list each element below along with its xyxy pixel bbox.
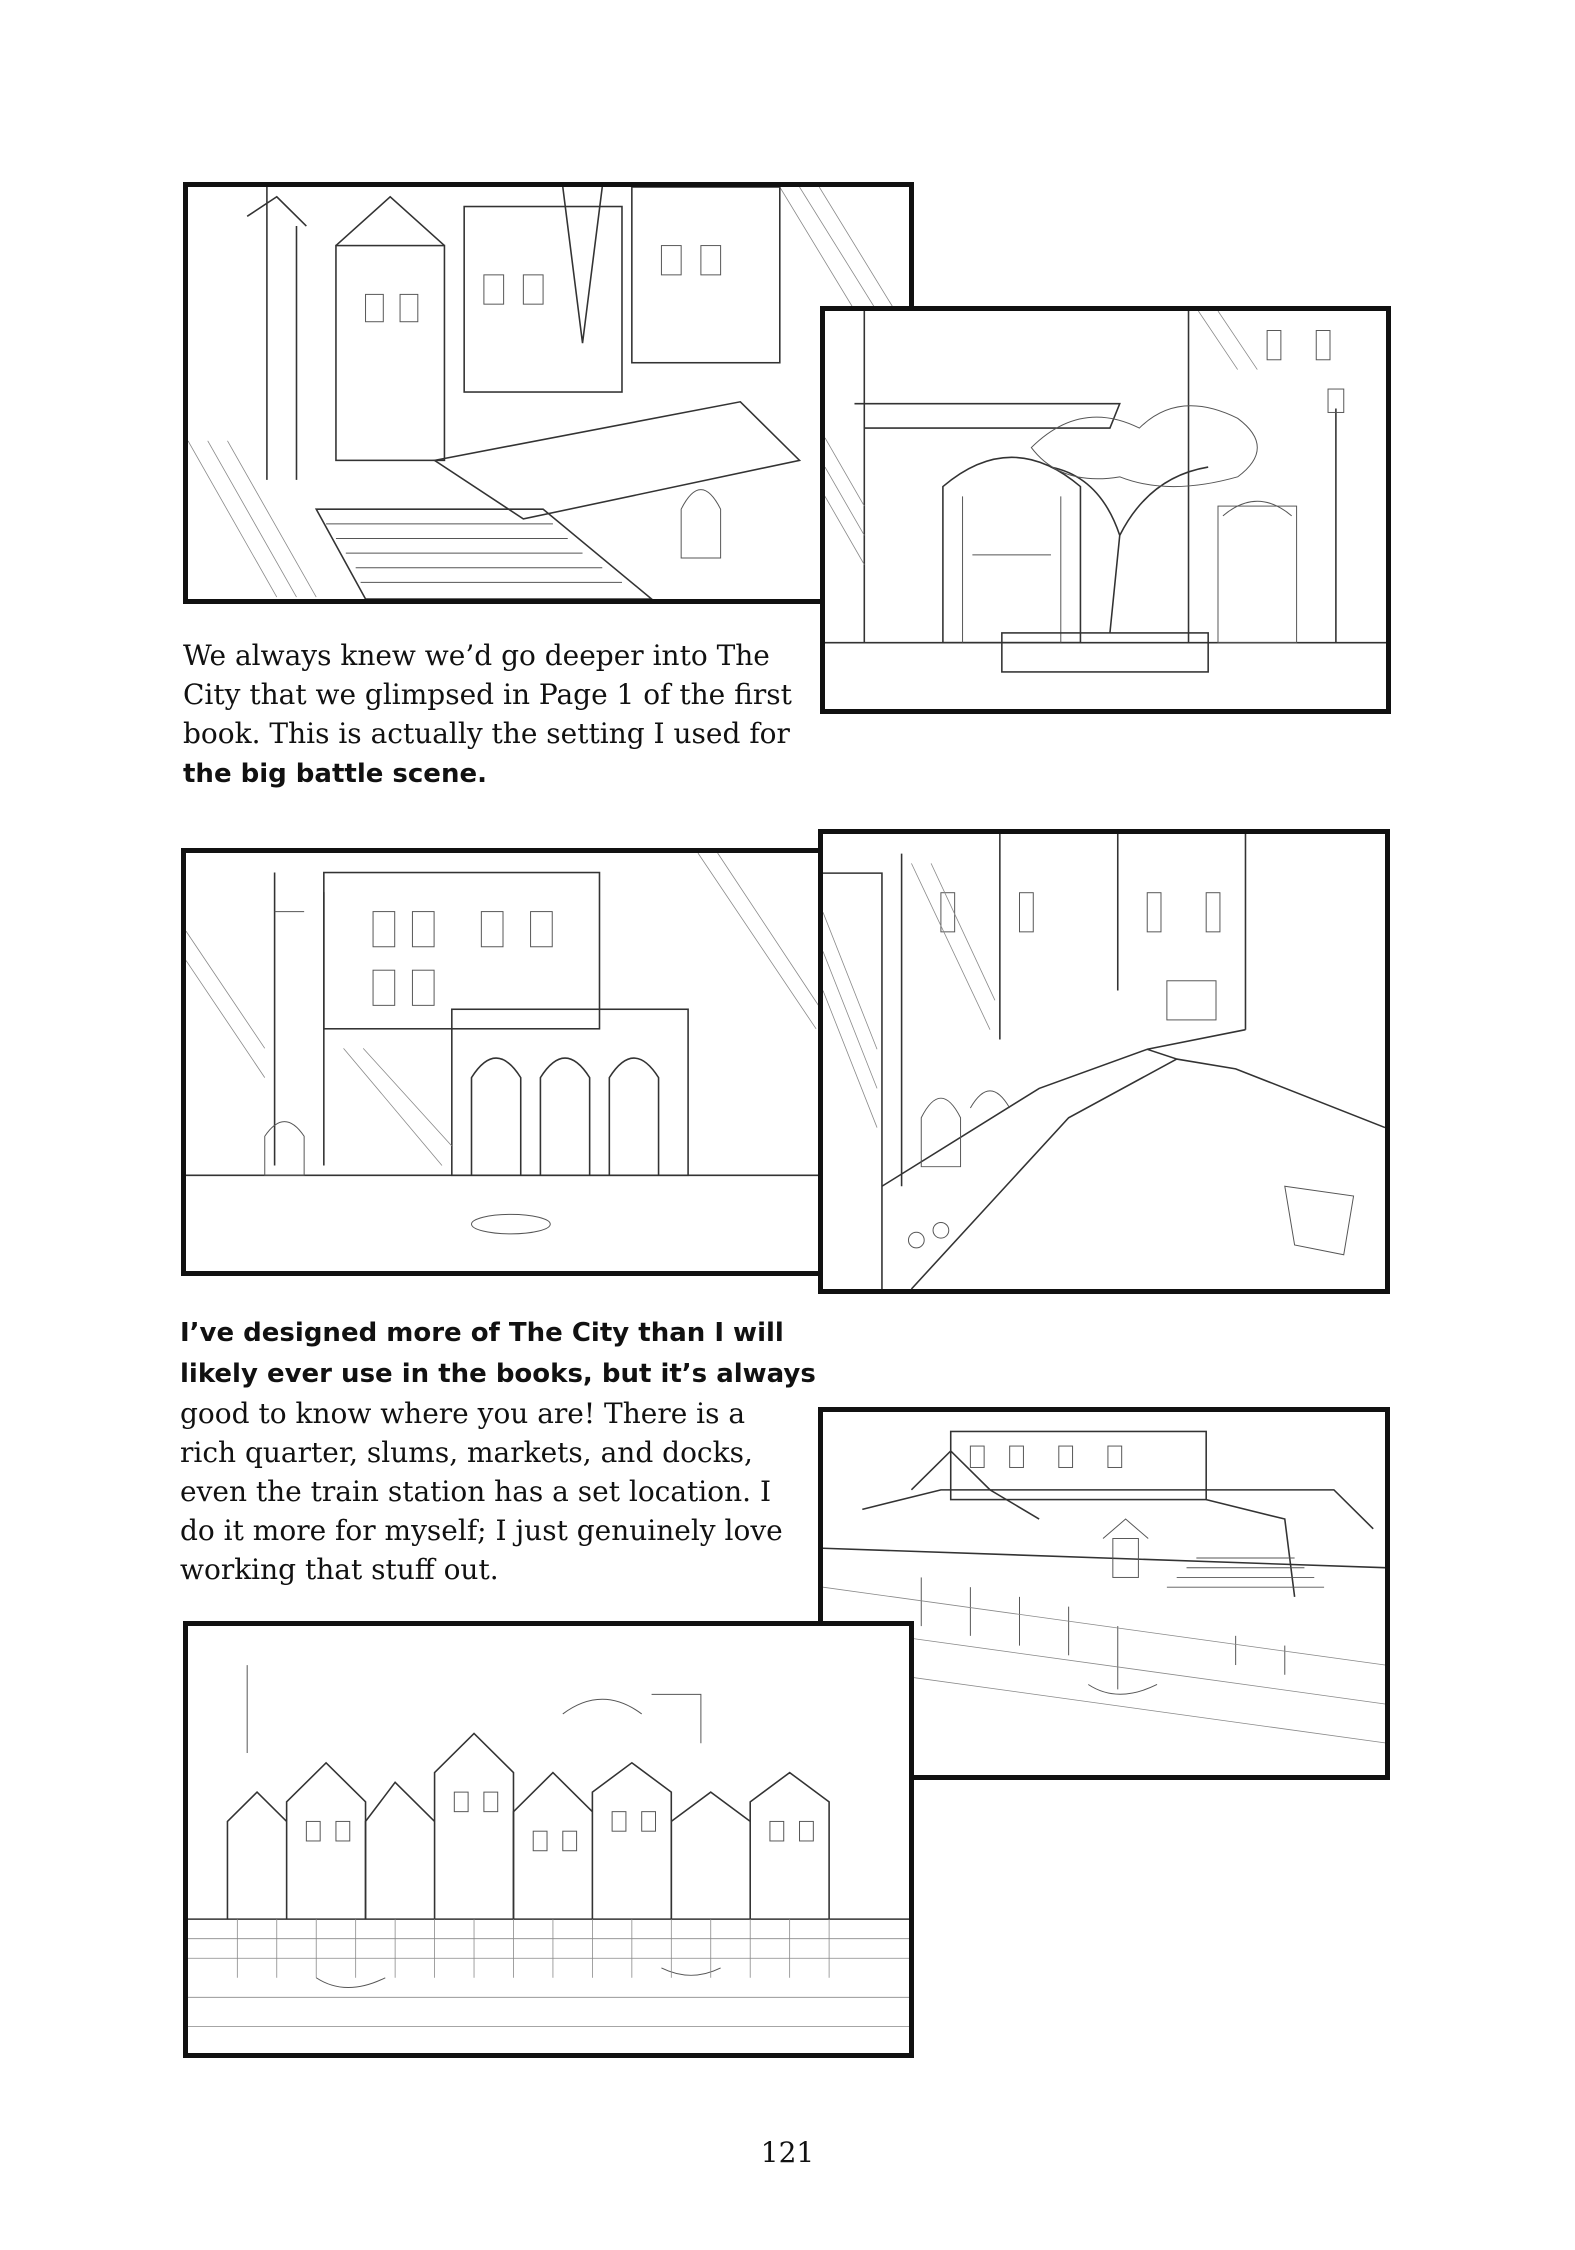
paragraph-line: even the train station has a set location. I: [180, 1475, 772, 1508]
sketch-panel-canal: [818, 829, 1390, 1294]
bold-phrase: I’ve designed more of The City than I will: [180, 1318, 784, 1348]
paragraph-line: [180, 1312, 816, 1353]
bold-phrase: likely ever use in the books, but it’s always: [180, 1359, 816, 1389]
stairs-sketch: [188, 187, 909, 599]
paragraph-line: [183, 753, 792, 794]
paragraph-line: [180, 1353, 816, 1394]
page-number: 121: [760, 2136, 815, 2169]
bold-phrase: the big battle scene.: [183, 759, 487, 789]
paragraph-line: working that stuff out.: [180, 1553, 499, 1586]
waterfront-sketch: [188, 1626, 909, 2053]
paragraph-line: rich quarter, slums, markets, and docks,: [180, 1436, 753, 1469]
arcade-sketch: [186, 853, 821, 1271]
paragraph-line: book. This is actually the setting I used for: [183, 717, 790, 750]
canal-sketch: [823, 834, 1385, 1289]
paragraph-line: do it more for myself; I just genuinely love: [180, 1514, 783, 1547]
intro-paragraph: [183, 636, 792, 794]
sketch-panel-stairs: [183, 182, 914, 604]
paragraph-line: good to know where you are! There is a: [180, 1397, 746, 1430]
design-paragraph: [180, 1312, 816, 1589]
sketch-panel-arcade: [181, 848, 826, 1276]
paragraph-line: City that we glimpsed in Page 1 of the first: [183, 678, 792, 711]
sketch-panel-waterfront: [183, 1621, 914, 2058]
courtyard-sketch: [825, 311, 1386, 709]
sketch-panel-courtyard: [820, 306, 1391, 714]
paragraph-line: We always knew we’d go deeper into The: [183, 639, 770, 672]
